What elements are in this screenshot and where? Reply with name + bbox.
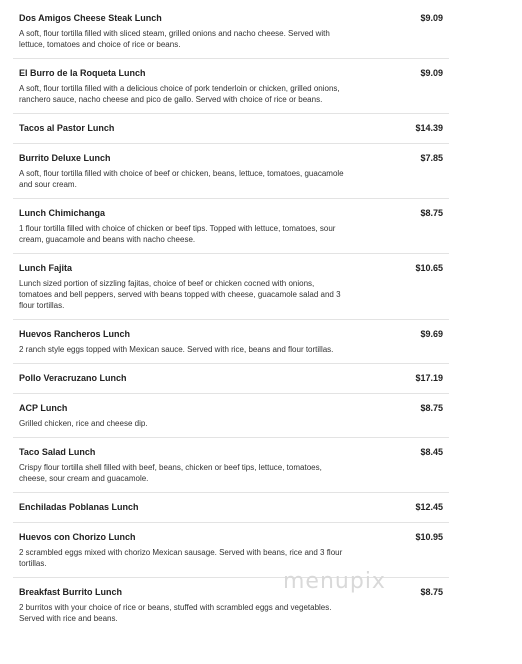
item-price: $8.75 <box>420 587 443 597</box>
item-price: $7.85 <box>420 153 443 163</box>
menupix-watermark: menupix <box>283 569 386 594</box>
item-description: Crispy flour tortilla shell filled with beef, beans, chicken or beef tips, lettuce, tomatoes, cheese, sour cream and guacamole. <box>19 463 322 483</box>
item-price: $8.75 <box>420 403 443 413</box>
item-name: El Burro de la Roqueta Lunch <box>19 68 146 78</box>
menu-item <box>13 438 449 493</box>
menu-item <box>13 394 449 438</box>
item-description: Grilled chicken, rice and cheese dip. <box>19 419 148 428</box>
item-name: Lunch Fajita <box>19 263 73 273</box>
item-name: ACP Lunch <box>19 403 68 413</box>
item-description: A soft, flour tortilla filled with choice of beef or chicken, beans, lettuce, tomatoes, guacamole and sour cream. <box>19 169 344 189</box>
menu-item <box>13 199 449 254</box>
menu-item <box>13 320 449 364</box>
item-price: $8.75 <box>420 208 443 218</box>
item-description: A soft, flour tortilla filled with a delicious choice of pork tenderloin or chicken, grilled onions, ranchero sauce, nacho cheese and pico de gallo. Served with choice of rice or beans. <box>19 84 340 104</box>
item-price: $17.19 <box>415 373 443 383</box>
item-description: 2 ranch style eggs topped with Mexican sauce. Served with rice, beans and flour tortillas. <box>19 345 334 354</box>
menu-item <box>13 144 449 199</box>
menu-item <box>13 59 449 114</box>
item-price: $8.45 <box>420 447 443 457</box>
item-price: $10.65 <box>415 263 443 273</box>
item-description: A soft, flour tortilla filled with sliced steam, grilled onions and nacho cheese. Served with lettuce, tomatoes and choice of rice or beans. <box>19 29 330 49</box>
item-price: $14.39 <box>415 123 443 133</box>
item-name: Dos Amigos Cheese Steak Lunch <box>19 13 162 23</box>
item-name: Huevos con Chorizo Lunch <box>19 532 136 542</box>
item-name: Breakfast Burrito Lunch <box>19 587 123 597</box>
menu-item <box>13 493 449 523</box>
item-name: Huevos Rancheros Lunch <box>19 329 131 339</box>
item-price: $9.09 <box>420 68 443 78</box>
item-description: 1 flour tortilla filled with choice of chicken or beef tips. Topped with lettuce, tomatoes, sour cream, guacamole and beans with nacho cheese. <box>19 224 336 244</box>
item-name: Tacos al Pastor Lunch <box>19 123 115 133</box>
item-name: Taco Salad Lunch <box>19 447 96 457</box>
item-name: Pollo Veracruzano Lunch <box>19 373 127 383</box>
menu-item <box>13 254 449 320</box>
menu-item <box>13 114 449 144</box>
menu-item <box>13 4 449 59</box>
item-price: $9.69 <box>420 329 443 339</box>
item-price: $9.09 <box>420 13 443 23</box>
menu-item <box>13 364 449 394</box>
item-name: Lunch Chimichanga <box>19 208 106 218</box>
menu-list <box>13 4 449 632</box>
item-description: 2 scrambled eggs mixed with chorizo Mexican sausage. Served with beans, rice and 3 flour tortillas. <box>19 548 343 568</box>
item-description: Lunch sized portion of sizzling fajitas, choice of beef or chicken cocned with onions, tomatoes and bell peppers, served with beans topped with cheese, guacamole salad and 3 flour tortillas. <box>19 279 341 310</box>
item-description: 2 burritos with your choice of rice or beans, stuffed with scrambled eggs and vegetables. Served with rice and beans. <box>19 603 332 623</box>
item-price: $10.95 <box>415 532 443 542</box>
item-name: Burrito Deluxe Lunch <box>19 153 111 163</box>
item-price: $12.45 <box>415 502 443 512</box>
item-name: Enchiladas Poblanas Lunch <box>19 502 139 512</box>
